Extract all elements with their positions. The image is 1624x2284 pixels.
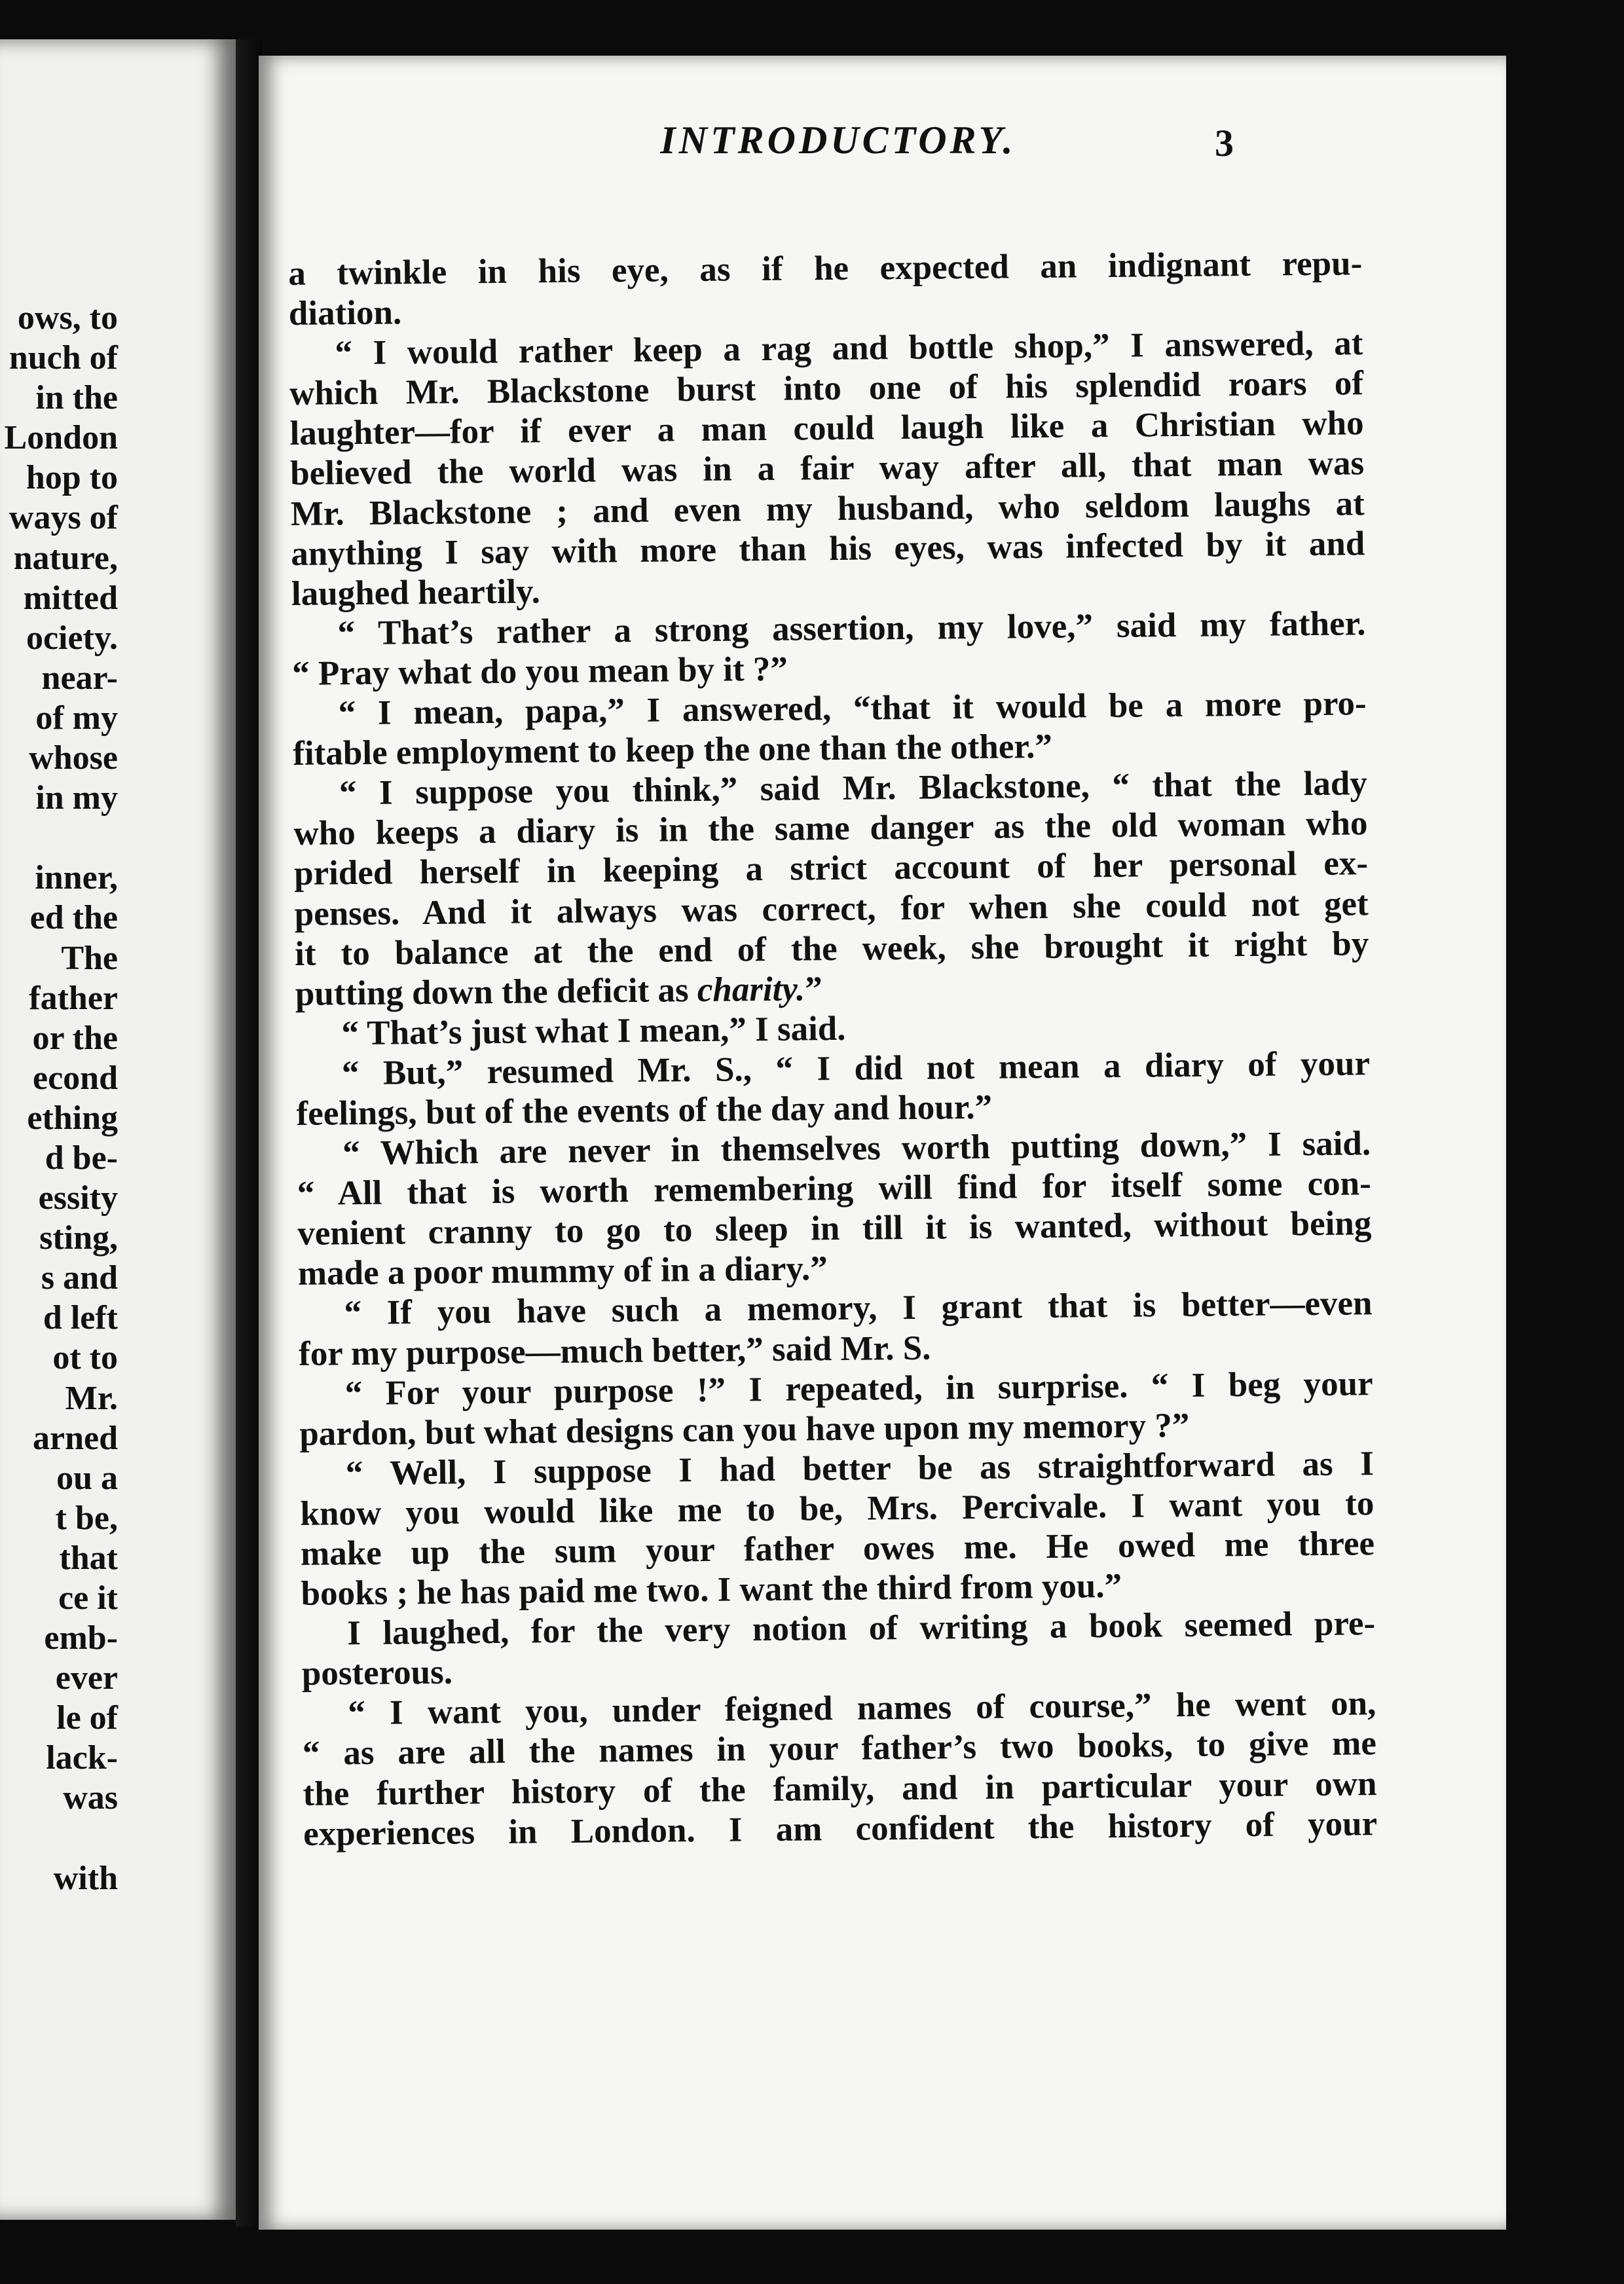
left-page-line: t be, — [55, 1499, 118, 1537]
text-line: penses. And it always was correct, for when she could not get — [294, 884, 1369, 933]
left-page-line: mitted — [23, 579, 118, 617]
left-page-line: ways of — [9, 499, 118, 537]
left-page-line: near- — [41, 659, 118, 697]
left-page-line: of my — [35, 699, 118, 737]
text-line: “ as are all the names in your father’s two books, to give me — [302, 1724, 1377, 1773]
left-page-line — [0, 818, 223, 858]
left-page-line: was — [63, 1779, 118, 1817]
left-page-line: father — [29, 979, 118, 1017]
left-page-text — [0, 298, 223, 1898]
text-line: a twinkle in his eye, as if he expected an indignant repu- — [288, 244, 1363, 293]
text-line: “ Well, I suppose I had better be as straightforward as I — [345, 1444, 1375, 1493]
left-page-line: whose — [29, 739, 118, 777]
left-page-line: d left — [43, 1299, 118, 1337]
text-line: it to balance at the end of the week, she brought it right by — [294, 924, 1369, 973]
text-line: “ But,” resumed Mr. S., “ I did not mean a diary of your — [341, 1044, 1371, 1093]
text-line: “ I suppose you think,” said Mr. Blackstone, “ that the lady — [339, 764, 1368, 813]
left-page-line: d be- — [45, 1139, 118, 1177]
left-facing-page — [0, 39, 236, 2220]
text-line: venient cranny to go to sleep in till it is wanted, without being — [297, 1204, 1372, 1253]
left-page-line — [0, 1818, 223, 1858]
left-page-line: sting, — [39, 1219, 118, 1257]
text-line: who keeps a diary is in the same danger as the old woman who — [293, 804, 1368, 853]
text-line: posterous. — [301, 1653, 453, 1693]
text-line: made a poor mummy of in a diary.” — [297, 1249, 828, 1293]
text-line: books ; he has paid me two. I want the third from you.” — [301, 1566, 1122, 1613]
left-page-line: hop to — [26, 459, 118, 497]
text-line: pardon, but what designs can you have upon my memory ?” — [299, 1406, 1190, 1453]
left-page-line: ever — [55, 1659, 118, 1697]
left-page-line: le of — [56, 1699, 118, 1737]
text-line: diation. — [288, 293, 402, 333]
text-line: “ Pray what do you mean by it ?” — [291, 650, 788, 693]
text-line: “ Which are never in themselves worth putting down,” I said. — [342, 1124, 1371, 1173]
italic-word: charity. — [697, 970, 805, 1009]
left-page-line: or the — [32, 1019, 118, 1057]
left-page-line: London — [4, 419, 118, 457]
left-page-line: in my — [35, 779, 118, 817]
left-page-line: Mr. — [65, 1379, 118, 1417]
text-line: “ That’s just what I mean,” I said. — [341, 1009, 846, 1053]
text-line: for my purpose—much better,” said Mr. S. — [298, 1329, 931, 1373]
text-line: make up the sum your father owes me. He owed me three — [300, 1524, 1375, 1573]
left-page-line: nature, — [13, 539, 118, 577]
text-line: “ For your purpose !” I repeated, in surprise. “ I beg your — [344, 1364, 1373, 1412]
left-page-line: that — [59, 1539, 118, 1577]
text-line: prided herself in keeping a strict account of her personal ex- — [293, 844, 1369, 893]
left-page-line: ot to — [52, 1339, 118, 1377]
text-line: which Mr. Blackstone burst into one of his splendid roars of — [289, 364, 1364, 413]
left-page-line: ed the — [29, 899, 118, 937]
left-page-line: ething — [27, 1099, 118, 1137]
text-line: anything I say with more than his eyes, was infected by it and — [291, 524, 1365, 573]
left-page-line: ce it — [58, 1579, 118, 1617]
left-page-line: econd — [33, 1059, 118, 1097]
left-page-line: in the — [35, 379, 118, 417]
text-line: “ I mean, papa,” I answered, “that it would be a more pro- — [338, 684, 1367, 733]
left-page-line: nuch of — [9, 339, 118, 377]
text-line: experiences in London. I am confident the history of your — [303, 1804, 1378, 1853]
text-line: believed the world was in a fair way after all, that man was — [289, 444, 1365, 493]
left-page-line: ociety. — [26, 619, 118, 657]
text-line: Mr. Blackstone ; and even my husband, who seldom laughs at — [290, 484, 1365, 533]
text-line: feelings, but of the events of the day and hour.” — [296, 1088, 993, 1133]
left-page-line: ou a — [56, 1459, 118, 1497]
text-line: “ I would rather keep a rag and bottle shop,” I answered, at — [335, 324, 1363, 373]
left-page-line: arned — [33, 1419, 118, 1457]
text-line: “ If you have such a memory, I grant that is better—even — [344, 1284, 1373, 1333]
left-page-line: ows, to — [17, 299, 118, 337]
left-page-line: lack- — [46, 1739, 118, 1777]
page-number: 3 — [1215, 122, 1234, 164]
text-line: laughter—for if ever a man could laugh like a Christian who — [289, 404, 1364, 453]
running-head: INTRODUCTORY. — [660, 119, 1016, 162]
text-line: I laughed, for the very notion of writing a book seemed pre- — [346, 1604, 1376, 1653]
left-page-line: emb- — [44, 1619, 118, 1657]
text-line: fitable employment to keep the one than the other.” — [293, 727, 1053, 773]
text-line: know you would like me to be, Mrs. Percivale. I want you to — [300, 1484, 1375, 1533]
text-line: “ All that is worth remembering will find for itself some con- — [297, 1164, 1371, 1213]
left-page-line: s and — [41, 1259, 118, 1297]
left-page-line: with — [53, 1859, 118, 1897]
text-line: putting down the deficit as charity.” — [295, 969, 822, 1013]
left-page-line: The — [61, 939, 118, 977]
left-page-line: essity — [38, 1179, 118, 1217]
text-line: laughed heartily. — [291, 572, 541, 613]
book-gutter — [236, 39, 262, 2226]
body-text — [288, 244, 1377, 1854]
left-page-line: inner, — [35, 859, 118, 897]
text-line: “ That’s rather a strong assertion, my love,” said my father. — [337, 604, 1366, 653]
text-line: the further history of the family, and in particular your own — [303, 1764, 1377, 1813]
text-line: “ I want you, under feigned names of course,” he went on, — [348, 1684, 1376, 1733]
